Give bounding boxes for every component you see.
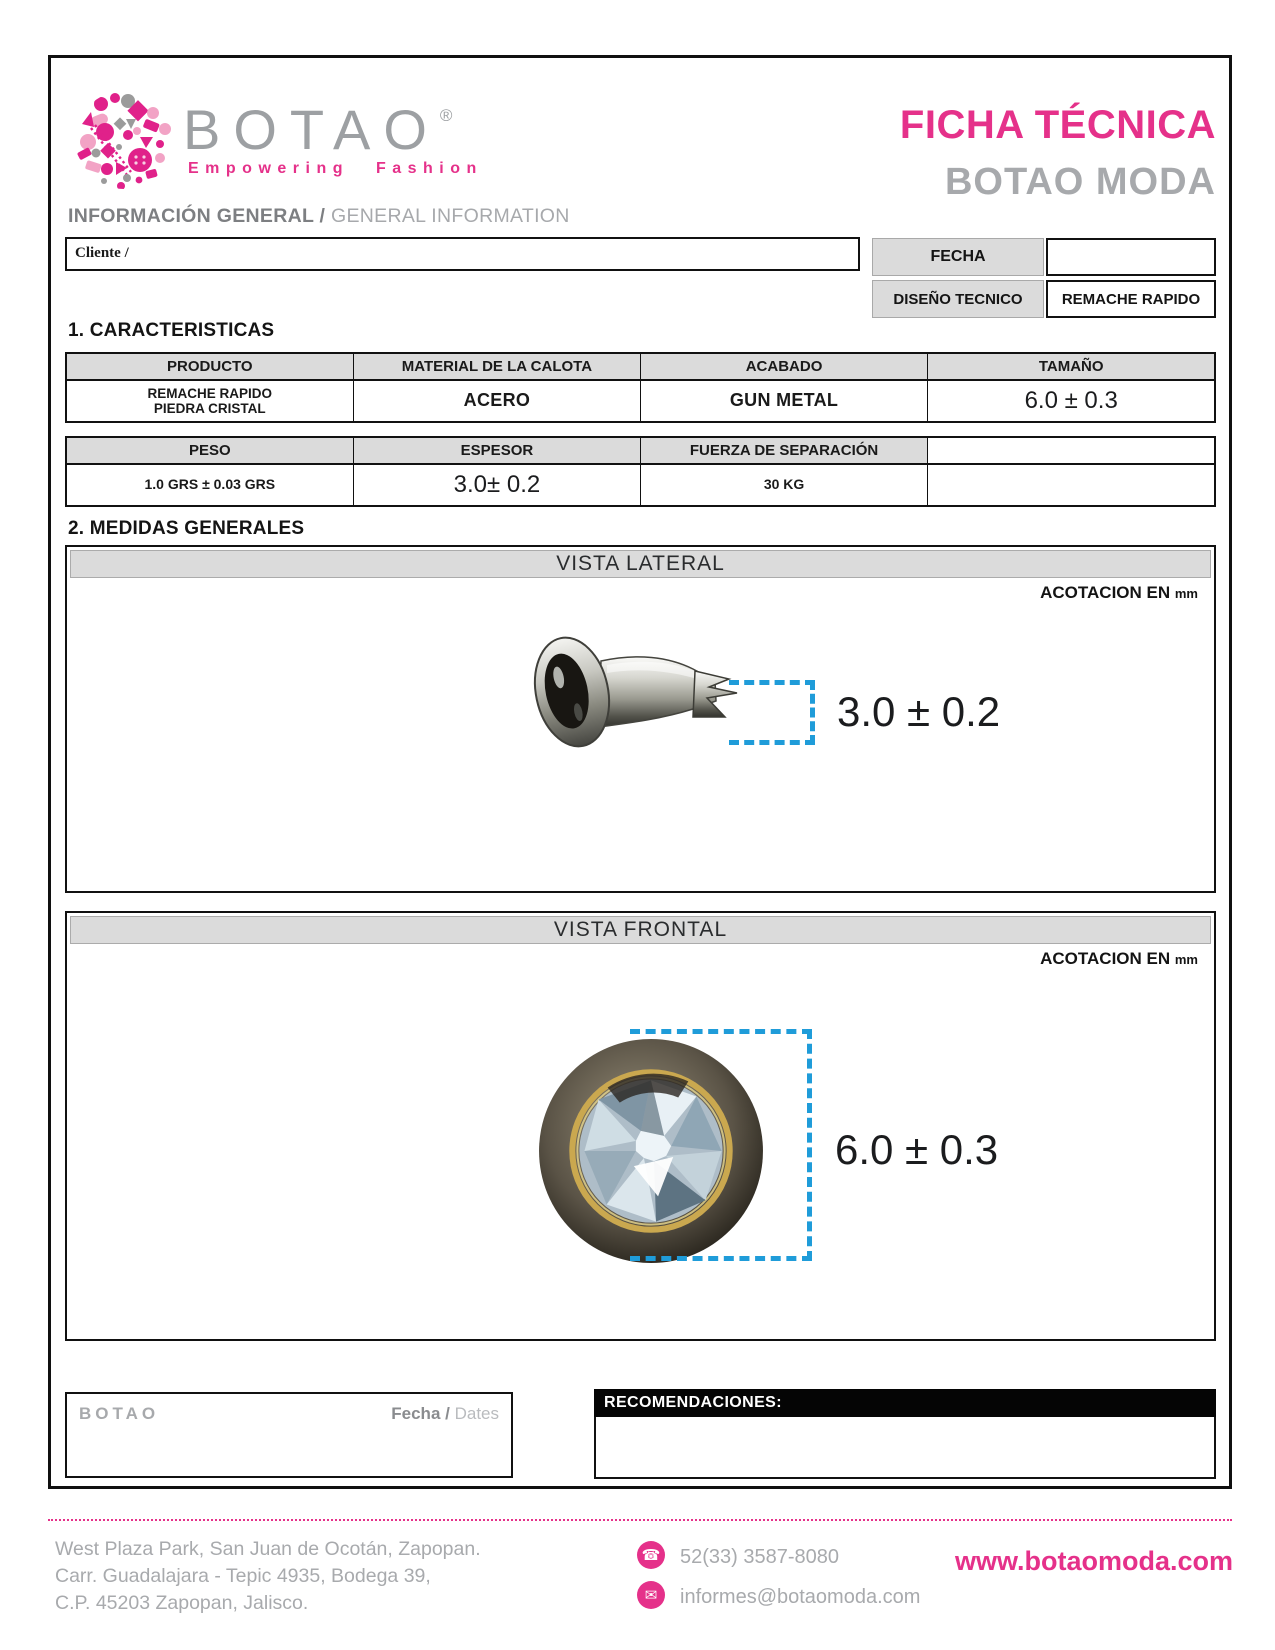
address-line: C.P. 45203 Zapopan, Jalisco. (55, 1592, 309, 1614)
signature-date-label: Fecha / Dates (391, 1404, 499, 1423)
finish-cell: GUN METAL (641, 381, 927, 421)
footer-address (55, 1536, 481, 1617)
lateral-view-title: VISTA LATERAL (70, 550, 1211, 578)
table-header-cell: ACABADO (641, 354, 927, 379)
product-line2: PIEDRA CRISTAL (153, 400, 266, 416)
recommendations-section (594, 1389, 1216, 1479)
client-field[interactable]: Cliente / (65, 237, 860, 271)
recommendations-field[interactable] (594, 1417, 1216, 1479)
footer-email[interactable]: informes@botaomoda.com (680, 1586, 921, 1608)
email-icon: ✉ (637, 1581, 665, 1609)
phone-icon: ☎ (637, 1541, 665, 1569)
registered-mark: ® (439, 106, 453, 125)
footer-phone: 52(33) 3587-8080 (680, 1546, 840, 1568)
lateral-view-box (65, 545, 1216, 893)
technical-design-value-cell: REMACHE RAPIDO (1046, 280, 1216, 318)
table-header-cell: ESPESOR (354, 438, 640, 463)
heading-es: INFORMACIÓN GENERAL / (68, 205, 326, 227)
signature-box (65, 1392, 513, 1478)
table-header-cell: PRODUCTO (67, 354, 353, 379)
thickness-cell: 3.0± 0.2 (354, 465, 640, 505)
table-header-cell: MATERIAL DE LA CALOTA (354, 354, 640, 379)
lateral-dimension-label: 3.0 ± 0.2 (837, 688, 1001, 735)
separation-force-cell: 30 KG (641, 465, 927, 505)
recommendations-label: RECOMENDACIONES: (594, 1389, 1216, 1417)
address-line: Carr. Guadalajara - Tepic 4935, Bodega 39, (55, 1565, 431, 1587)
characteristics-table-2 (65, 436, 1216, 507)
lateral-dimension-bracket (729, 680, 815, 745)
lateral-units-note: ACOTACION EN mm (1040, 583, 1198, 602)
doc-subtitle: BOTAO MODA (944, 161, 1216, 203)
rivet-side-photo (517, 597, 752, 765)
empty-cell (928, 465, 1214, 505)
logo-wordmark: BOTAO® (183, 98, 453, 161)
date-label-cell: FECHA (872, 238, 1044, 276)
frontal-view-title: VISTA FRONTAL (70, 916, 1211, 944)
table-header-cell: PESO (67, 438, 353, 463)
document-titles (900, 103, 1216, 204)
signature-brand-label: BOTAO (79, 1404, 160, 1423)
heading-en: GENERAL INFORMATION (325, 205, 570, 227)
date-value-cell[interactable] (1046, 238, 1216, 276)
weight-cell: 1.0 GRS ± 0.03 GRS (67, 465, 353, 505)
frontal-units-note: ACOTACION EN mm (1040, 949, 1198, 968)
product-cell (67, 381, 353, 421)
table-header-cell: FUERZA DE SEPARACIÓN (641, 438, 927, 463)
characteristics-table-1 (65, 352, 1216, 423)
address-line: West Plaza Park, San Juan de Ocotán, Zapopan. (55, 1538, 481, 1560)
footer-divider (48, 1519, 1232, 1521)
frontal-dimension-bracket (630, 1029, 812, 1261)
measurements-heading: 2. MEDIDAS GENERALES (68, 518, 305, 539)
technical-design-label-cell: DISEÑO TECNICO (872, 280, 1044, 318)
general-info-heading (68, 205, 570, 228)
product-line1: REMACHE RAPIDO (147, 385, 273, 401)
material-cell: ACERO (354, 381, 640, 421)
frontal-dimension-label: 6.0 ± 0.3 (835, 1126, 999, 1173)
size-cell: 6.0 ± 0.3 (928, 381, 1214, 421)
frontal-view-box (65, 911, 1216, 1341)
table-header-cell: TAMAÑO (928, 354, 1214, 379)
characteristics-heading: 1. CARACTERISTICAS (68, 320, 275, 341)
doc-title: FICHA TÉCNICA (899, 103, 1216, 147)
logo-tagline: Empowering Fashion (188, 160, 483, 177)
footer-website[interactable]: www.botaomoda.com (955, 1546, 1234, 1576)
table-header-cell-empty (928, 438, 1214, 463)
botao-logo-icon (74, 90, 174, 190)
